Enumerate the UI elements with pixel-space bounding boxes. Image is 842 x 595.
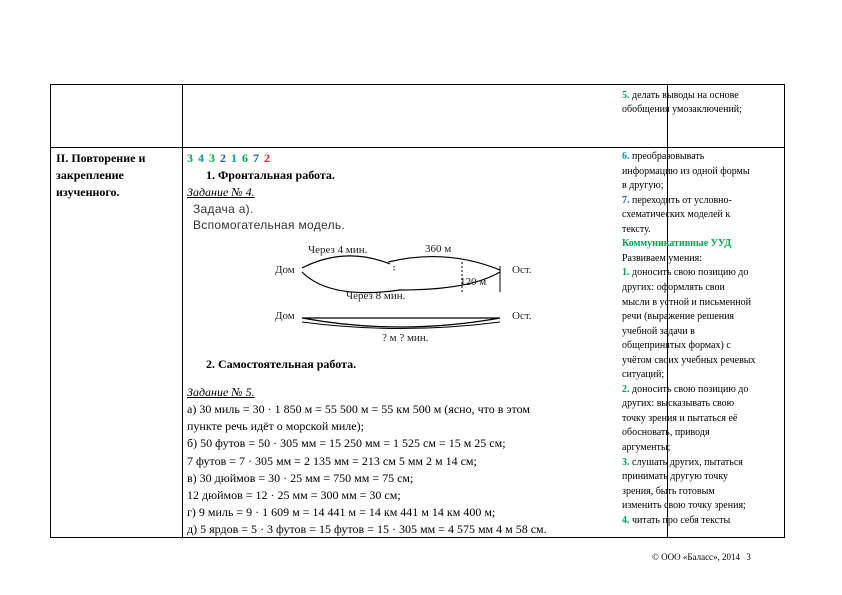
- uud-line: [622, 354, 756, 367]
- uud-line: [622, 252, 702, 265]
- uud-item-text: доносить свою позицию до: [629, 267, 749, 279]
- uud-line: [622, 237, 731, 250]
- task5-line: д) 5 ярдов = 5 · 3 футов = 15 футов = 15 · 305 мм = 4 575 мм 4 м 58 см.: [187, 522, 547, 536]
- uud-line: [622, 339, 731, 352]
- label-stop-1: Ост.: [512, 264, 532, 276]
- uud-item-text: доносить свою позицию до: [629, 383, 749, 395]
- uud-item-text: аргументы;: [622, 442, 671, 453]
- uud-line: [622, 150, 704, 163]
- uud-line: [622, 397, 734, 410]
- uud-item-text: в другую;: [622, 180, 664, 192]
- copyright-footer: [652, 552, 751, 562]
- uud-item-text: мысли в устной и письменной: [622, 296, 751, 308]
- uud-line: [622, 296, 751, 309]
- label-360m: 360 м: [425, 243, 452, 255]
- uud-line: [622, 179, 664, 192]
- uud-item-number: 7.: [622, 194, 630, 206]
- uud-line: [622, 485, 715, 498]
- uud-line: [622, 368, 664, 381]
- uud-item-text: ситуаций;: [622, 369, 665, 381]
- uud-item-text: зрения, быть готовым: [622, 485, 715, 497]
- uud-item-number: 3.: [622, 456, 630, 468]
- stage-title-line-1: II. Повторение и: [56, 151, 146, 165]
- task5-title: Задание № 5.: [187, 385, 255, 399]
- uud-item-text: слушать других, пытаться: [629, 456, 743, 468]
- label-after-8-min: Через 8 мин.: [346, 290, 406, 302]
- row1-uud-line-1: 5. делать выводы на основе: [622, 90, 739, 101]
- label-home-1: Дом: [275, 264, 295, 276]
- uud-line: [622, 412, 737, 425]
- frontal-work-heading: 1. Фронтальная работа.: [206, 168, 335, 182]
- task-a-label: Задача а).: [193, 202, 254, 216]
- uud-item-text: обосновать, приводя: [622, 427, 710, 439]
- uud-line: [622, 499, 746, 512]
- uud-line: [622, 456, 743, 469]
- task5-line: б) 50 футов = 50 · 305 мм = 15 250 мм = 1 525 см = 15 м 25 см;: [187, 436, 506, 450]
- uud-item-text: принимать другую точку: [622, 471, 729, 483]
- task5-line: а) 30 миль = 30 · 1 850 м = 55 500 м = 55 км 500 м (ясно, что в этом: [187, 402, 530, 416]
- uud-item-text: преобразовывать: [629, 151, 705, 162]
- uud-item-text: Развиваем умения:: [622, 252, 703, 264]
- uud-item-text: читать про себя тексты: [629, 514, 731, 526]
- uud-item-number: 6.: [622, 151, 630, 162]
- task5-line: в) 30 дюймов = 30 · 25 мм = 750 мм = 75 см;: [187, 471, 414, 485]
- color-sequence: 3 4 3 2 1 6 7 2: [187, 151, 271, 165]
- row1-uud-line-2: обобщения умозаключений;: [622, 104, 742, 115]
- uud-item-text: других: высказывать свою: [622, 398, 735, 410]
- independent-work-heading: 2. Самостоятельная работа.: [206, 357, 357, 371]
- uud-item-text: общепринятых формах) с: [622, 340, 731, 352]
- stage-title-line-2: закрепление: [56, 168, 124, 182]
- uud-item-text: тексту.: [622, 223, 651, 235]
- uud-item-number: 1.: [622, 267, 630, 279]
- uud-line: [622, 383, 748, 396]
- uud-item-text: изменить свою точку зрения;: [622, 500, 746, 512]
- arc-360m: [388, 257, 500, 270]
- uud-line: [622, 426, 710, 439]
- uud-item-text: других: оформлять свои: [622, 281, 725, 293]
- uud-item-number: 2.: [622, 383, 630, 395]
- uud-item-text: точку зрения и пытаться её: [622, 412, 738, 424]
- uud-heading: Коммуникативные УУД: [622, 238, 732, 250]
- task5-line: пункте речь идёт о морской миле);: [187, 419, 364, 433]
- uud-item-number: 4.: [622, 514, 630, 526]
- uud-line: [622, 194, 732, 207]
- uud-item-text: переходить от условно-: [629, 194, 732, 206]
- page-number: 3: [746, 552, 751, 562]
- uud-line: [622, 325, 695, 338]
- uud-line: [622, 266, 748, 279]
- aux-model-label: Вспомогательная модель.: [193, 218, 346, 232]
- uud-line: [622, 223, 651, 236]
- arc-4-min: [302, 256, 390, 268]
- uud-line: [622, 165, 750, 178]
- label-after-4-min: Через 4 мин.: [308, 244, 368, 256]
- uud-item-text: учебной задачи в: [622, 325, 695, 337]
- uud-item-text: информацию из одной формы: [622, 165, 750, 177]
- label-home-2: Дом: [275, 310, 295, 322]
- uud-item-text: учётом своих учебных речевых: [622, 354, 756, 366]
- uud-item-text: схематических моделей к: [622, 209, 731, 221]
- uud-item-text: речи (выражение решения: [622, 311, 735, 323]
- uud-line: [622, 310, 734, 323]
- task5-line: г) 9 миль = 9 · 1 609 м = 14 441 м = 14 км 441 м 14 км 400 м;: [187, 505, 496, 519]
- uud-line: [622, 208, 730, 221]
- uud-line: [622, 441, 670, 454]
- uud-line: [622, 281, 725, 294]
- label-120m: 120 м: [460, 276, 487, 288]
- task4-title: Задание № 4.: [187, 185, 255, 199]
- uud-line: [622, 470, 728, 483]
- task5-line: 12 дюймов = 12 · 25 мм = 300 мм = 30 см;: [187, 488, 401, 502]
- uud-line: [622, 514, 730, 527]
- label-question: ? м ? мин.: [382, 332, 429, 344]
- task5-line: 7 футов = 7 · 305 мм = 2 135 мм = 213 см 5 мм 2 м 14 см;: [187, 454, 477, 468]
- copyright-text: © ООО «Баласс», 2014: [652, 552, 741, 562]
- stage-title-line-3: изученного.: [56, 185, 120, 199]
- label-stop-2: Ост.: [512, 310, 532, 322]
